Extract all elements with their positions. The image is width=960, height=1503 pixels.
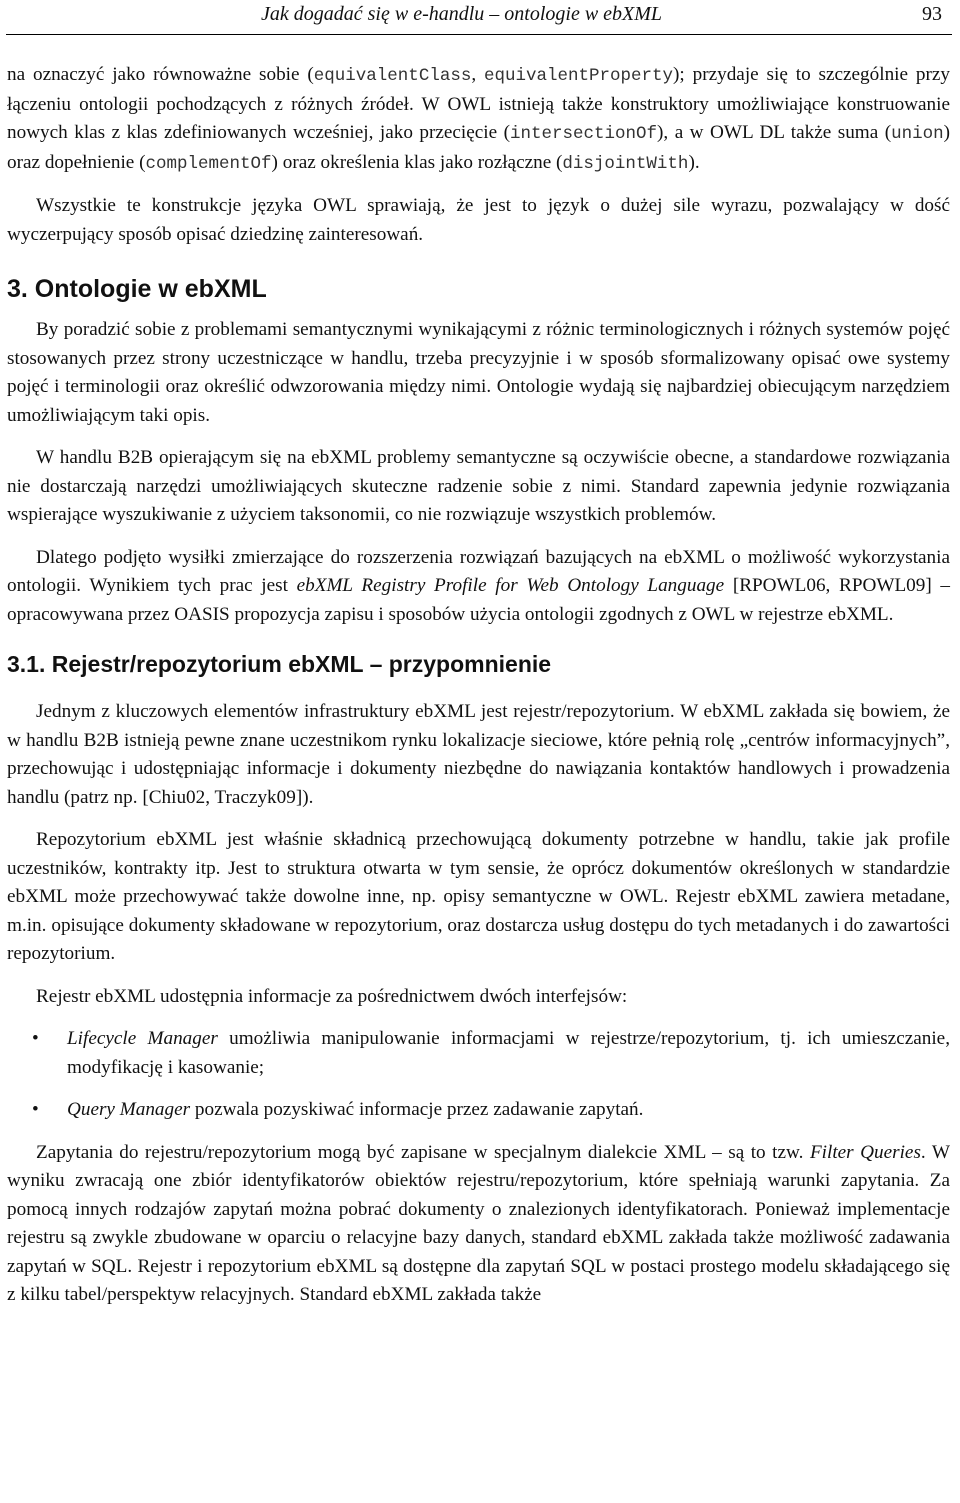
italic-term: Filter Queries	[809, 1141, 921, 1163]
bullet-icon: •	[32, 1099, 39, 1120]
page-body	[7, 61, 950, 1310]
section-heading-3-1: 3.1. Rejestr/repozytorium ebXML – przypomnienie	[7, 651, 552, 677]
list-item: • Query Manager pozwala pozyskiwać informacje przez zadawanie zapytań.	[7, 1096, 950, 1125]
paragraph-ontologies-intro: By poradzić sobie z problemami semantycznymi wynikającymi z różnic terminologicznych i różnych systemów pojęć stosowanych przez strony uczestniczące w handlu, trzeba precyzyjnie i w sposób sformalizowany opisać owe systemy pojęć i terminologii oraz określić odwzorowania między nimi. Ontologie wydają się najbardziej obiecującym narzędziem umożliwiającym taki opis.	[7, 319, 950, 426]
section-heading-3: 3. Ontologie w ebXML	[7, 275, 267, 303]
code-term: complementOf	[145, 153, 272, 174]
code-term: disjointWith	[562, 153, 689, 174]
bullet-icon: •	[32, 1028, 39, 1049]
code-term: union	[891, 124, 944, 144]
paragraph-owl-summary: Wszystkie te konstrukcje języka OWL sprawiają, że jest to język o dużej sile wyrazu, pozwalający w dość wyczerpujący sposób opisać dziedzinę zainteresowań.	[7, 195, 950, 245]
list-item: • Lifecycle Manager umożliwia manipulowanie informacjami w rejestrze/repozytorium, tj. ich umieszczanie, modyfikację i kasowanie;	[7, 1025, 950, 1082]
italic-title: ebXML Registry Profile for Web Ontology Language	[296, 575, 725, 596]
paragraph-b2b-problems: W handlu B2B opierającym się na ebXML problemy semantyczne są oczywiście obecne, a standardowe rozwiązania nie dostarczają narzędzi umożliwiających skuteczne radzenie sobie z nimi. Standard zapewnia jedynie rozwiązania wspierające wyszukiwanie z użyciem taksonomii, co nie rozwiązuje wszystkich problemów.	[7, 447, 950, 525]
page-number: 93	[922, 3, 942, 25]
paragraph-owl-constructors: na oznaczyć jako równoważne sobie (equivalentClass, equivalentProperty); przydaje się to szczególnie przy łączeniu ontologii pochodzących z różnych źródeł. W OWL istnieją także konstruktory umożliwiające konstruowanie nowych klas z klas zdefiniowanych wcześniej, jako przecięcie (intersectionOf), a w OWL DL także suma (union) oraz dopełnienie (complementOf) oraz określenia klas jako rozłączne (disjointWith).	[7, 64, 950, 174]
code-term: equivalentClass	[313, 66, 472, 86]
paragraph-queries: Zapytania do rejestru/repozytorium mogą być zapisane w specjalnym dialekcie XML – są to tzw. Filter Queries. W wyniku zwracają one zbiór identyfikatorów obiektów rejestru/repozytorium, które spełniają warunki zapytania. Za pomocą innych rodzajów zapytań można pobrać dokumenty o znalezionych identyfikatorach. Ponieważ implementacje rejestru są zwykle zbudowane w oparciu o relacyjne bazy danych, standard ebXML zakłada także możliwość zadawania zapytań w SQL. Rejestr i repozytorium ebXML są dostępne dla zapytań SQL w postaci prostego modelu składającego się z kilku tabel/perspektyw relacyjnych. Standard ebXML zakłada także	[7, 1141, 951, 1305]
code-term: equivalentProperty	[484, 66, 674, 86]
paragraph-interfaces: Rejestr ebXML udostępnia informacje za pośrednictwem dwóch interfejsów:	[36, 985, 628, 1007]
paragraph-rpowl: Dlatego podjęto wysiłki zmierzające do rozszerzenia rozwiązań bazujących na ebXML o możliwość wykorzystania ontologii. Wynikiem tych prac jest ebXML Registry Profile for Web Ontology Language [RPOWL06, RPOWL09] – opracowywana przez OASIS propozycja zapisu i sposobów użycia ontologii zgodnych z OWL w rejestrze ebXML.	[7, 546, 951, 625]
running-header	[6, 0, 952, 35]
interfaces-list	[7, 1025, 950, 1125]
code-term: intersectionOf	[510, 124, 658, 144]
paragraph-repository: Repozytorium ebXML jest właśnie składnicą przechowującą dokumenty potrzebne w handlu, takie jak profile uczestników, kontrakty itp. Jest to struktura otwarta w tym sensie, że oprócz dokumentów określonych w standardzie ebXML może przechowywać także dowolne inne, np. opisy semantyczne w OWL. Rejestr ebXML zawiera metadane, m.in. opisujące dokumenty składowane w repozytorium, oraz dostarcza usług dostępu do tych metadanych i do zawartości repozytorium.	[7, 829, 950, 964]
running-title: Jak dogadać się w e-handlu – ontologie w ebXML	[261, 3, 663, 25]
paragraph-registry-intro: Jednym z kluczowych elementów infrastruktury ebXML jest rejestr/repozytorium. W ebXML zakłada się bowiem, że w handlu B2B istnieją pewne znane uczestnikom rynku lokalizacje sieciowe, które pełnią rolę „centrów informacyjnych”, przechowując i udostępniając informacje i dokumenty niezbędne do nawiązania kontaktów handlowych i prowadzenia handlu (patrz np. [Chiu02, Traczyk09]).	[7, 701, 950, 808]
